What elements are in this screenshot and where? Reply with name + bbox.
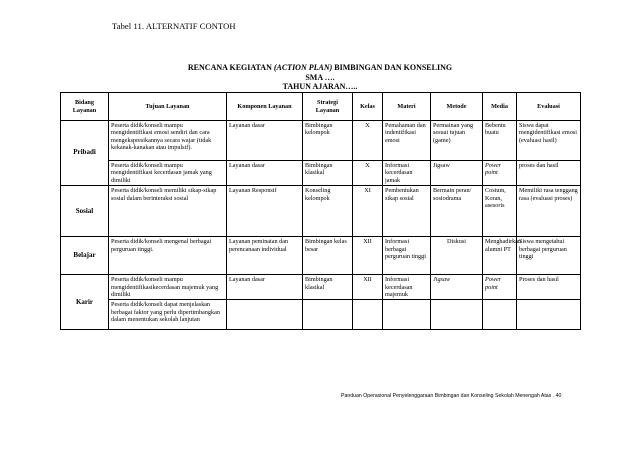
header-kelas: Kelas: [353, 93, 383, 121]
media-cell: Power point: [483, 161, 517, 186]
header-bidang: Bidang Layanan: [61, 93, 109, 121]
evaluasi-cell: Siswa mengetahui berbagai perguruan tinggi: [517, 237, 581, 275]
kelas-cell: XII: [353, 237, 383, 275]
table-row: [61, 237, 581, 275]
bidang-cell: Karir: [61, 275, 109, 330]
metode-cell: Jigsaw: [431, 161, 483, 186]
plan-title-italic: (ACTION PLAN): [273, 63, 333, 72]
evaluasi-cell: proses dan hasil: [517, 161, 581, 186]
strategi-cell: Konseling kelompok: [303, 186, 353, 237]
plan-title: [60, 63, 580, 73]
table-header-row: [61, 93, 581, 121]
materi-cell: [383, 300, 431, 330]
strategi-cell: Bimbingan kelas besar: [303, 237, 353, 275]
media-cell: Costum, Koran, asesoris: [483, 186, 517, 237]
bidang-cell: Sosial: [61, 186, 109, 237]
header-tujuan: Tujuan Layanan: [109, 93, 227, 121]
tujuan-cell: Peserta didik/konseli dapat menjelaskan berbagai faktor yang perlu dipertimbangkan dalam menentukan sekolah lanjutan: [109, 300, 227, 330]
evaluasi-cell: [517, 300, 581, 330]
plan-title-suffix: BIMBINGAN DAN KONSELING: [332, 63, 453, 72]
komponen-cell: Layanan dasar: [227, 121, 303, 161]
header-evaluasi: Evaluasi: [517, 93, 581, 121]
strategi-cell: Bimbingan klasikal: [303, 275, 353, 300]
komponen-cell: Layanan dasar: [227, 275, 303, 300]
tujuan-cell: Peserta didik/konseli mampu mengidentifikasikecerdasan majemuk yang dimiliki: [109, 275, 227, 300]
metode-cell: Bermain peran/ sosiodrama: [431, 186, 483, 237]
kelas-cell: X: [353, 161, 383, 186]
action-plan-table: [60, 92, 581, 330]
materi-cell: Pembentukan sikap sosial: [383, 186, 431, 237]
year-line: TAHUN AJARAN…..: [282, 82, 358, 91]
header-media: Media: [483, 93, 517, 121]
tujuan-cell: Peserta didik/konseli mampu mengidentifikasi emosi sendiri dan cara mengekspresikannya secara wajar (tidak kekanak-kanakan atau impulsif).: [109, 121, 227, 161]
kelas-cell: [353, 300, 383, 330]
header-strategi: Strategi Layanan: [303, 93, 353, 121]
kelas-cell: XII: [353, 275, 383, 300]
evaluasi-cell: Siswa dapat mengidentifikasi emosi (evaluasi hasil): [517, 121, 581, 161]
media-cell: Menghadirkan alumni PT: [483, 237, 517, 275]
evaluasi-cell: Memiliki rasa tenggang rasa (evaluasi proses): [517, 186, 581, 237]
header-komponen: Komponen Layanan: [227, 93, 303, 121]
metode-cell: Permainan yang sesuai tujuan (game): [431, 121, 483, 161]
komponen-cell: Layanan Responsif: [227, 186, 303, 237]
table-row: [61, 161, 581, 186]
tujuan-cell: Peserta didik/konseli memiliki sikap-sikap sosial dalam berinteraksi sosial: [109, 186, 227, 237]
media-cell: Power point: [483, 275, 517, 300]
header-metode: Metode: [431, 93, 483, 121]
komponen-cell: Layanan peminatan dan perencanaan individual: [227, 237, 303, 275]
strategi-cell: Bimbingan kelompok: [303, 121, 353, 161]
media-cell: Bebentu buatu: [483, 121, 517, 161]
metode-cell: [431, 300, 483, 330]
school-line: SMA ….: [305, 73, 335, 82]
plan-title-prefix: RENCANA KEGIATAN: [187, 63, 274, 72]
media-cell: [483, 300, 517, 330]
header-materi: Materi: [383, 93, 431, 121]
tujuan-cell: Peserta didik/konseli mampu mengidentifikasi kecerdasan jamak yang dimiliki: [109, 161, 227, 186]
materi-cell: Informasi berbagai perguruan tinggi: [383, 237, 431, 275]
komponen-cell: [227, 300, 303, 330]
evaluasi-cell: Proses dan hasil: [517, 275, 581, 300]
materi-cell: Informasi kecerdasan majemuk: [383, 275, 431, 300]
bidang-cell: Pribadi: [61, 121, 109, 186]
strategi-cell: [303, 300, 353, 330]
metode-cell: Jigsaw: [431, 275, 483, 300]
kelas-cell: XI: [353, 186, 383, 237]
materi-cell: Pemahaman dan indentifikasi emosi: [383, 121, 431, 161]
metode-cell: Diskusi: [431, 237, 483, 275]
table-row: [61, 275, 581, 300]
table-row: [61, 121, 581, 161]
materi-cell: Informasi kecerdasan jamak: [383, 161, 431, 186]
tujuan-cell: Peserta didik/konseli mengenal berbagai perguruan tinggi.: [109, 237, 227, 275]
table-caption: Tabel 11. ALTERNATIF CONTOH: [112, 21, 236, 31]
strategi-cell: Bimbingan klasikal: [303, 161, 353, 186]
bidang-cell: Belajar: [61, 237, 109, 275]
table-row: [61, 300, 581, 330]
table-row: [61, 186, 581, 237]
komponen-cell: Layanan dasar: [227, 161, 303, 186]
kelas-cell: X: [353, 121, 383, 161]
page-footer: Panduan Operasional Penyelenggaraan Bimbingan dan Konseling Sekolah Menengah Atas . 40: [341, 393, 562, 399]
